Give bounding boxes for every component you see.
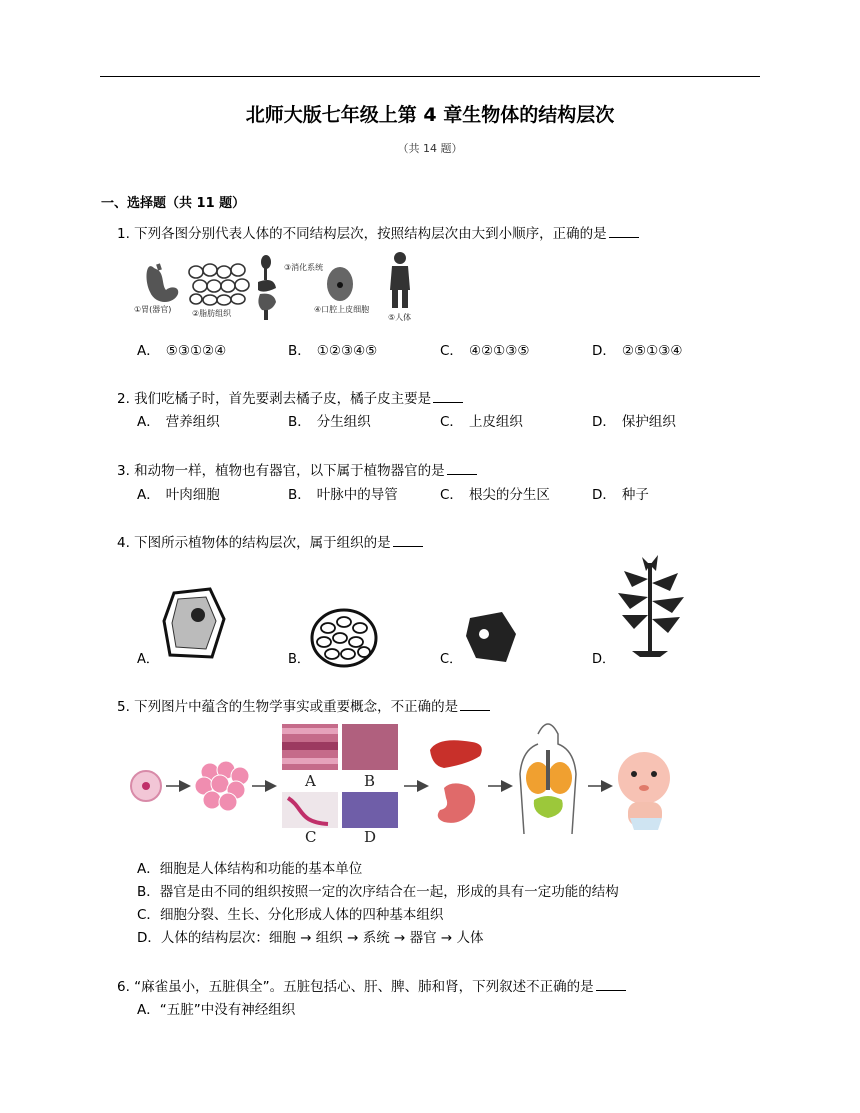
human-body-image	[390, 252, 410, 308]
question-5-option-a[interactable]: A．细胞是人体结构和功能的基本单位	[137, 861, 363, 877]
option-d[interactable]: D． 保护组织	[592, 414, 676, 430]
caption-stomach: ①胃(器官)	[134, 305, 172, 314]
tissue-label-c: C	[305, 828, 317, 846]
option-a[interactable]: A． ⑤③①②④	[137, 343, 227, 359]
option-d[interactable]: D．	[592, 652, 616, 667]
option-a[interactable]: A． 营养组织	[137, 414, 220, 430]
page-title: 北师大版七年级上第 4 章生物体的结构层次	[245, 104, 615, 126]
question-5-option-d[interactable]: D．人体的结构层次：细胞 → 组织 → 系统 → 器官 → 人体	[137, 930, 484, 946]
option-c[interactable]: C．	[440, 652, 463, 667]
fat-tissue-image	[189, 264, 249, 305]
question-6-option-a[interactable]: A．“五脏”中没有神经组织	[137, 1002, 296, 1018]
caption-cheek-cell: ④口腔上皮细胞	[314, 305, 370, 314]
question-1-figure	[134, 250, 424, 326]
caption-fat-tissue: ②脂肪组织	[192, 309, 232, 318]
option-c[interactable]: C． 上皮组织	[440, 414, 523, 430]
single-cell-image	[462, 608, 522, 668]
question-4-stem: 4. 下图所示植物体的结构层次，属于组织的是	[117, 531, 423, 551]
question-5-figure	[128, 714, 688, 844]
answer-blank	[460, 698, 490, 711]
question-5-option-c[interactable]: C．细胞分裂、生长、分化形成人体的四种基本组织	[137, 907, 444, 923]
question-6-stem: 6. “麻雀虽小，五脏俱全”。五脏包括心、肝、脾、肺和肾，下列叙述不正确的是	[117, 975, 626, 995]
question-5-stem: 5. 下列图片中蕴含的生物学事实或重要概念，不正确的是	[117, 695, 490, 715]
section-heading: 一、选择题（共 11 题）	[101, 196, 246, 211]
answer-blank	[447, 462, 477, 475]
option-d[interactable]: D． ②⑤①③④	[592, 343, 683, 359]
tissue-label-d: D	[364, 828, 377, 846]
question-1-stem: 1. 下列各图分别代表人体的不同结构层次，按照结构层次由大到小顺序，正确的是	[117, 222, 639, 242]
option-c[interactable]: C． ④②①③⑤	[440, 343, 530, 359]
question-3-stem: 3. 和动物一样，植物也有器官，以下属于植物器官的是	[117, 459, 477, 479]
option-a[interactable]: A． 叶肉细胞	[137, 487, 220, 503]
option-b[interactable]: B．	[288, 652, 310, 667]
question-3-options	[137, 483, 757, 503]
digestive-system-image	[258, 255, 276, 320]
answer-blank	[596, 978, 626, 991]
page-subtitle: （共 14 题）	[397, 142, 463, 155]
whole-plant-image	[612, 553, 692, 661]
option-b[interactable]: B． 分生组织	[288, 414, 371, 430]
question-1-options	[137, 339, 757, 359]
option-b[interactable]: B． ①②③④⑤	[288, 343, 378, 359]
tissue-label-a: A	[305, 772, 316, 790]
caption-human: ⑤人体	[388, 313, 412, 322]
plant-cell-image	[160, 585, 230, 665]
option-b[interactable]: B． 叶脉中的导管	[288, 487, 398, 503]
question-5-option-b[interactable]: B．器官是由不同的组织按照一定的次序结合在一起，形成的具有一定功能的结构	[137, 884, 619, 900]
option-a[interactable]: A．	[137, 652, 159, 667]
answer-blank	[433, 390, 463, 403]
question-2-stem: 2. 我们吃橘子时，首先要剥去橘子皮，橘子皮主要是	[117, 387, 463, 407]
header-rule	[100, 76, 760, 77]
tissue-label-b: B	[364, 772, 376, 790]
stomach-image	[147, 266, 179, 302]
question-2-options	[137, 410, 757, 430]
option-d[interactable]: D． 种子	[592, 487, 649, 503]
answer-blank	[609, 225, 639, 238]
caption-digestive-system: ③消化系统	[284, 263, 324, 272]
answer-blank	[393, 534, 423, 547]
tissue-image	[310, 608, 380, 668]
option-c[interactable]: C． 根尖的分生区	[440, 487, 550, 503]
